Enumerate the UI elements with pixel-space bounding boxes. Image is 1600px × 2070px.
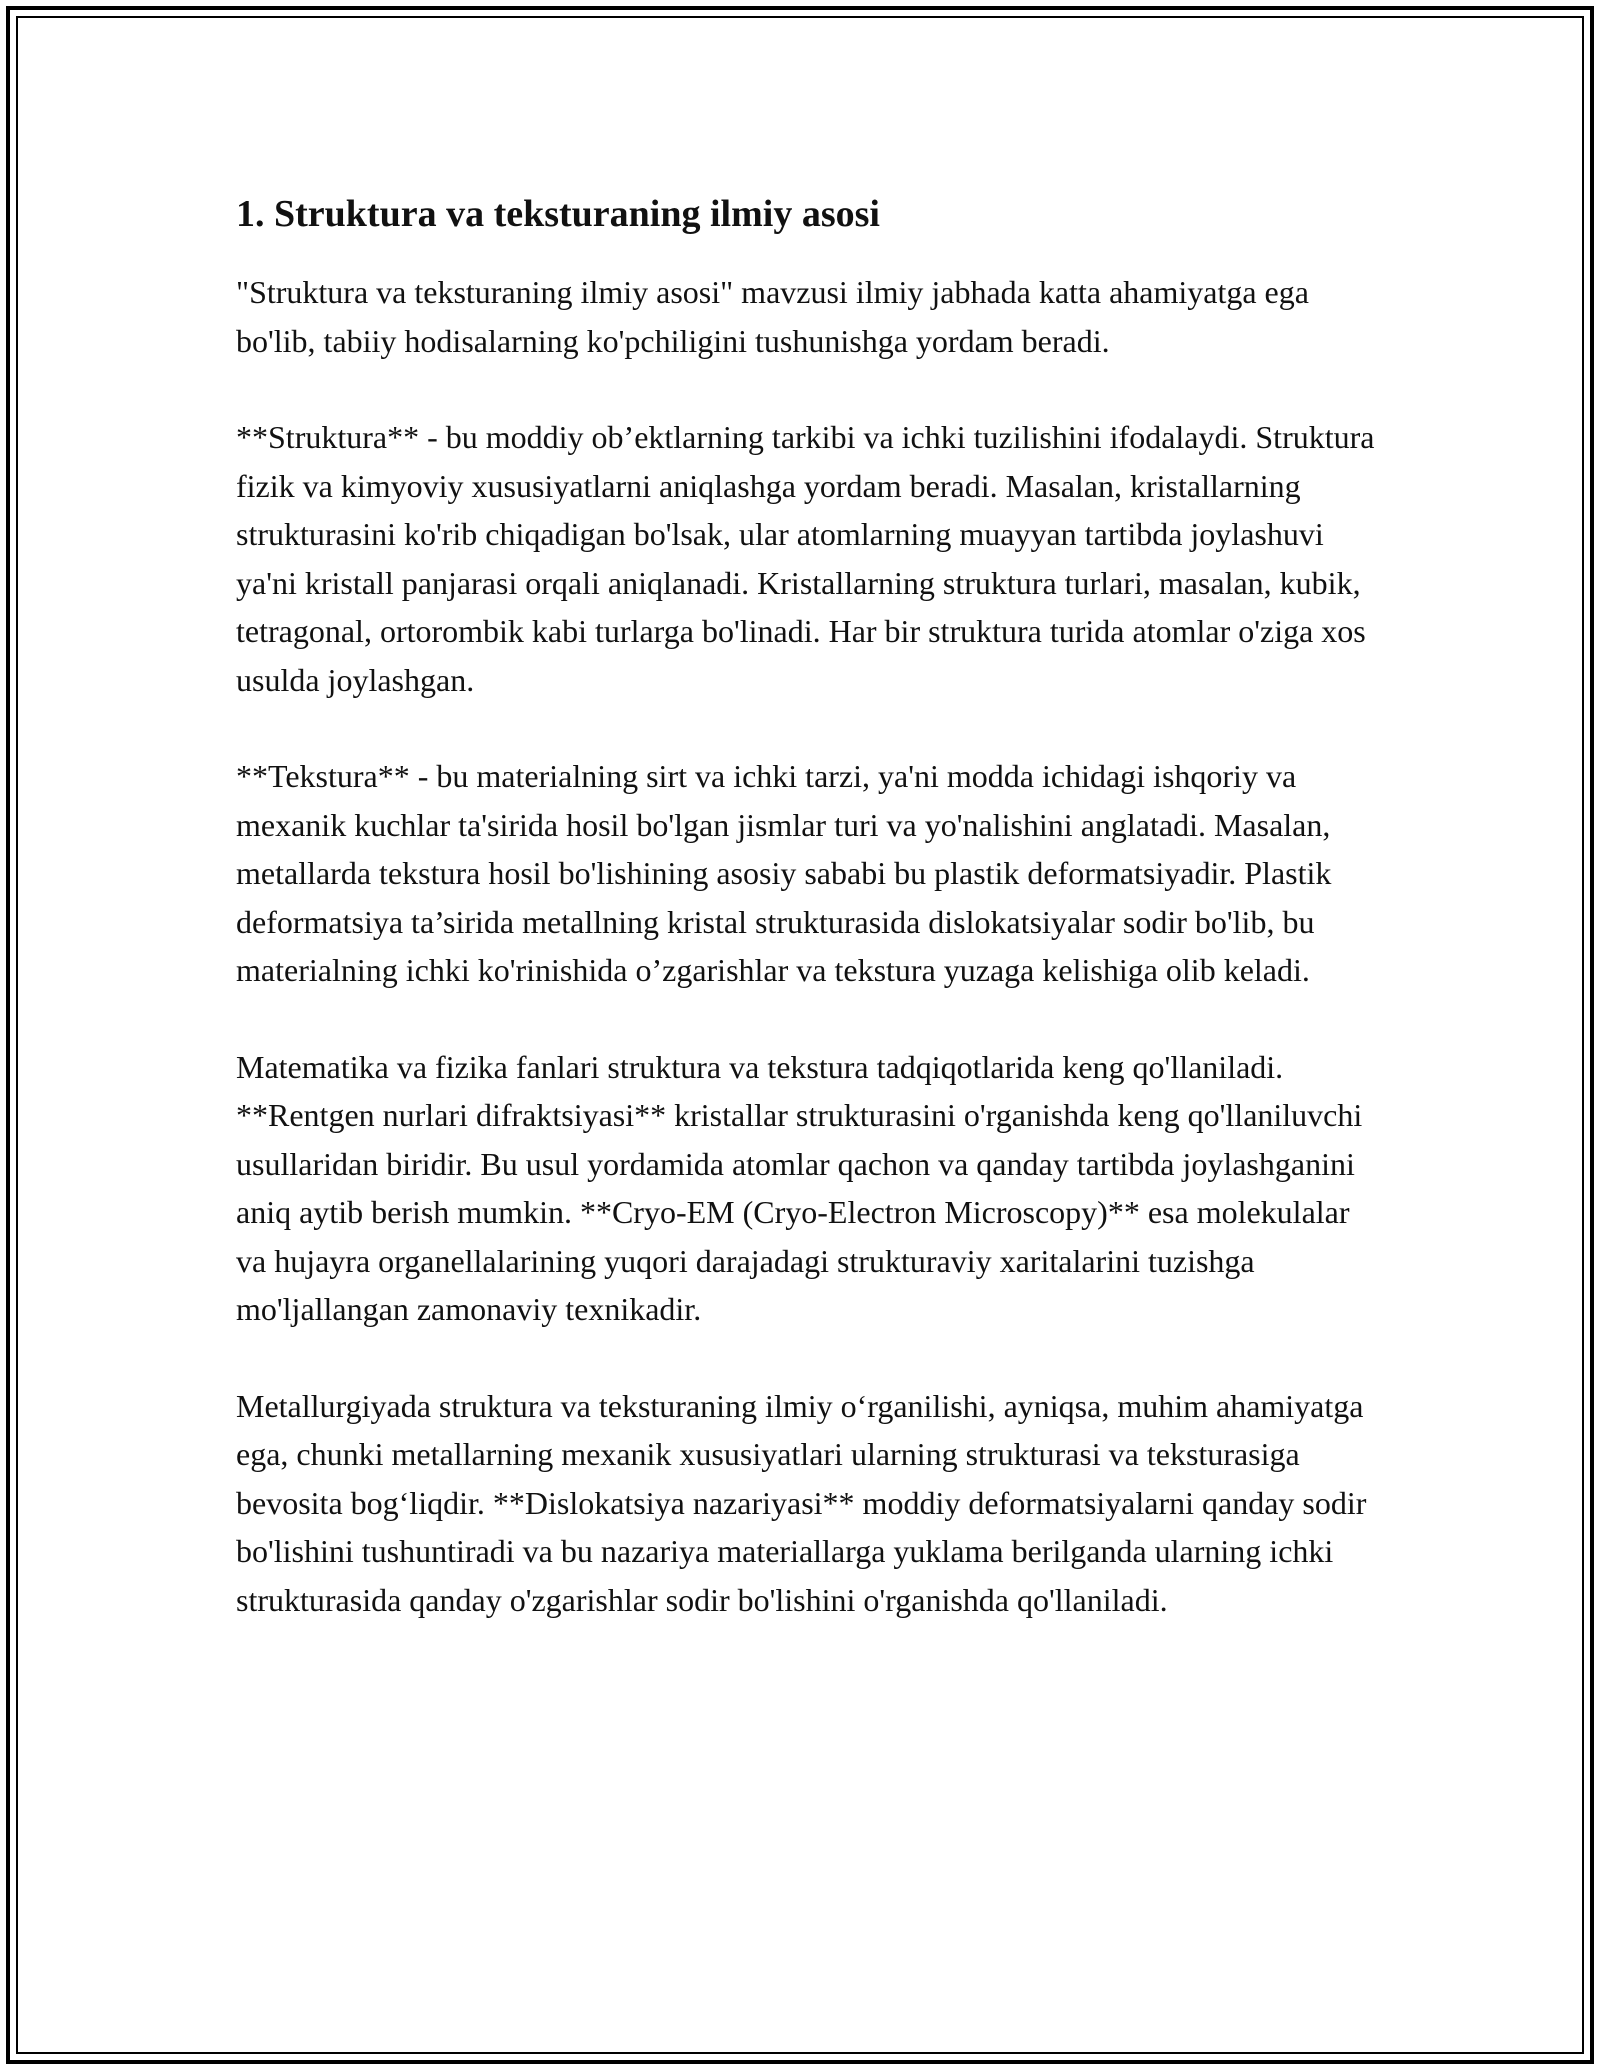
paragraph-methods: Matematika va fizika fanlari struktura va tekstura tadqiqotlarida keng qo'llaniladi. **Rentgen nurlari difraktsiyasi** kristallar strukturasini o'rganishda keng qo'llaniluvchi usullaridan biridir. Bu usul yordamida atomlar qachon va qanday tartibda joylashganini aniq aytib berish mumkin. **Cryo-EM (Cryo-Electron Microscopy)** esa molekulalar va hujayra organellalarining yuqori darajadagi strukturaviy xaritalarini tuzishga mo'ljallangan zamonaviy texnikadir. [236, 1048, 1363, 1327]
paragraph-tekstura: **Tekstura** - bu materialning sirt va ichki tarzi, ya'ni modda ichidagi ishqoriy va mexanik kuchlar ta'sirida hosil bo'lgan jismlar turi va yo'nalishini anglatadi. Masalan, metallarda tekstura hosil bo'lishining asosiy sababi bu plastik deformatsiyadir. Plastik deformatsiya ta’sirida metallning kristal strukturasida dislokatsiyalar sodir bo'lib, bu materialning ichki ko'rinishida o’zgarishlar va tekstura yuzaga kelishiga olib keladi. [236, 758, 1332, 988]
document-body [236, 186, 1386, 1672]
section-title: 1. Struktura va teksturaning ilmiy asosi [236, 193, 880, 235]
paragraph-struktura: **Struktura** - bu moddiy ob’ektlarning tarkibi va ichki tuzilishini ifodalaydi. Struktura fizik va kimyoviy xususiyatlarni aniqlashga yordam beradi. Masalan, kristallarning strukturasini ko'rib chiqadigan bo'lsak, ular atomlarning muayyan tartibda joylashuvi ya'ni kristall panjarasi orqali aniqlanadi. Kristallarning struktura turlari, masalan, kubik, tetragonal, ortorombik kabi turlarga bo'linadi. Har bir struktura turida atomlar o'ziga xos usulda joylashgan. [236, 419, 1375, 698]
paragraph-intro: "Struktura va teksturaning ilmiy asosi" mavzusi ilmiy jabhada katta ahamiyatga ega bo'lib, tabiiy hodisalarning ko'pchiligini tushunishga yordam beradi. [236, 274, 1309, 359]
paragraph-metallurgy: Metallurgiyada struktura va teksturaning ilmiy o‘rganilishi, ayniqsa, muhim ahamiyatga ega, chunki metallarning mexanik xususiyatlari ularning strukturasi va teksturasiga bevosita bog‘liqdir. **Dislokatsiya nazariyasi** moddiy deformatsiyalarni qanday sodir bo'lishini tushuntiradi va bu nazariya materiallarga yuklama berilganda ularning ichki strukturasida qanday o'zgarishlar sodir bo'lishini o'rganishda qo'llaniladi. [236, 1387, 1367, 1618]
